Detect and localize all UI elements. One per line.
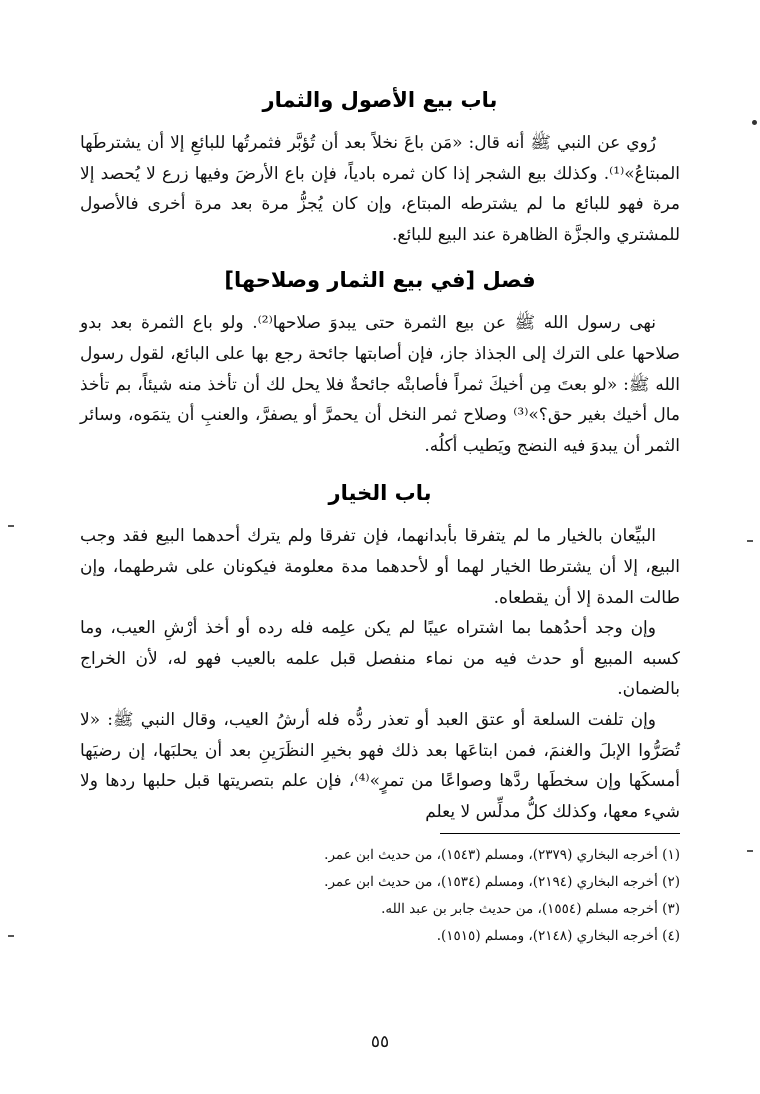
footnote: (٣) أخرجه مسلم (١٥٥٤)، من حديث جابر بن عبد الله. (381, 901, 680, 918)
footnote: (٤) أخرجه البخاري (٢١٤٨)، ومسلم (١٥١٥). (436, 928, 680, 945)
footnote: (١) أخرجه البخاري (٢٣٧٩)، ومسلم (١٥٤٣)، من حديث ابن عمر. (324, 847, 680, 864)
scan-mark (752, 120, 757, 125)
paragraph: البيِّعان بالخيار ما لم يتفرقا بأبدانهما، فإن تفرقا ولم يترك أحدهما البيع فقد وجب البيع، إلا أن يشترطا الخيار لهما أو لأحدهما مدة معلومة فيكونان على شرطهما، وإن طالت المدة إلا أن يقطعاه. (80, 526, 680, 608)
section-title-option: باب الخيار (328, 481, 432, 506)
scan-mark (747, 540, 753, 542)
paragraph: رُوي عن النبي ﷺ أنه قال: «مَن باعَ نخلاً بعد أن تُؤبَّر فثمرتُها للبائعِ إلا أن يشترطَها المبتاعُ»⁽¹⁾. وكذلك بيع الشجر إذا كان ثمره بادياً، فإن باع الأرضَ وفيها زرع لا يُحصد إلا مرة فهو للبائع ما لم يشترطه المبتاع، وإن كان يُجزُّ مرة بعد مرة أخرى فالأصول للمشتري والجزَّة الظاهرة عند البيع للبائع. (80, 133, 680, 245)
paragraph: وإن تلفت السلعة أو عتق العبد أو تعذر ردُّه فله أرشُ العيب، وقال النبي ﷺ: «لا تُصَرُّوا الإبلَ والغنمَ، فمن ابتاعَها بعد ذلك فهو بخيرِ النظَرَينِ بعد أن يحلبَها، إن رضيَها أمسكَها وإن سخطَها ردَّها وصواعًا من تمرٍ»⁽⁴⁾، فإن علم بتصريتها قبل حلبها ردها ولا شيء معها، وكذلك كلُّ مدلِّس لا يعلم (80, 709, 680, 822)
scan-mark (8, 525, 14, 527)
paragraph: وإن وجد أحدُهما بما اشتراه عيبًا لم يكن علِمه فله رده أو أخذ أرْشِ العيب، وما كسبه المبيع أو حدث فيه من نماء منفصل قبل علمه بالعيب فهو له، لأن الخراج بالضمان. (80, 618, 680, 700)
section-title-assets-fruits: باب بيع الأصول والثمار (262, 88, 498, 112)
footnote-divider (440, 833, 680, 834)
scan-mark (8, 935, 14, 937)
section-body-fruit-sale (80, 308, 680, 461)
book-page (80, 60, 680, 1060)
paragraph: نهى رسول الله ﷺ عن بيع الثمرة حتى يبدوَ صلاحها⁽²⁾. ولو باع الثمرة بعد بدو صلاحها على الترك إلى الجذاذ جاز، فإن أصابتها جائحة رجع بها على البائع، لقول رسول الله ﷺ: «لو بعتَ مِن أخيكَ ثمراً فأصابتْه جائحةٌ فلا يحل لك أن تأخذ منه شيئاً، بم تأخذ مال أخيك بغير حق؟»⁽³⁾ وصلاح ثمر النخل أن يحمرَّ أو يصفرَّ، والعنبِ أن يتمَوه، وسائر الثمر أن يبدوَ فيه النضج ويَطيب أكلُه. (80, 313, 681, 456)
section-title-fruit-sale: فصل [في بيع الثمار وصلاحها] (224, 268, 536, 293)
section-body-option (80, 521, 680, 827)
scan-mark (747, 850, 753, 852)
footnote: (٢) أخرجه البخاري (٢١٩٤)، ومسلم (١٥٣٤)، من حديث ابن عمر. (324, 874, 680, 891)
footnotes (80, 842, 680, 950)
section-body-assets-fruits (80, 128, 680, 250)
page-number: ٥٥ (370, 1032, 390, 1052)
